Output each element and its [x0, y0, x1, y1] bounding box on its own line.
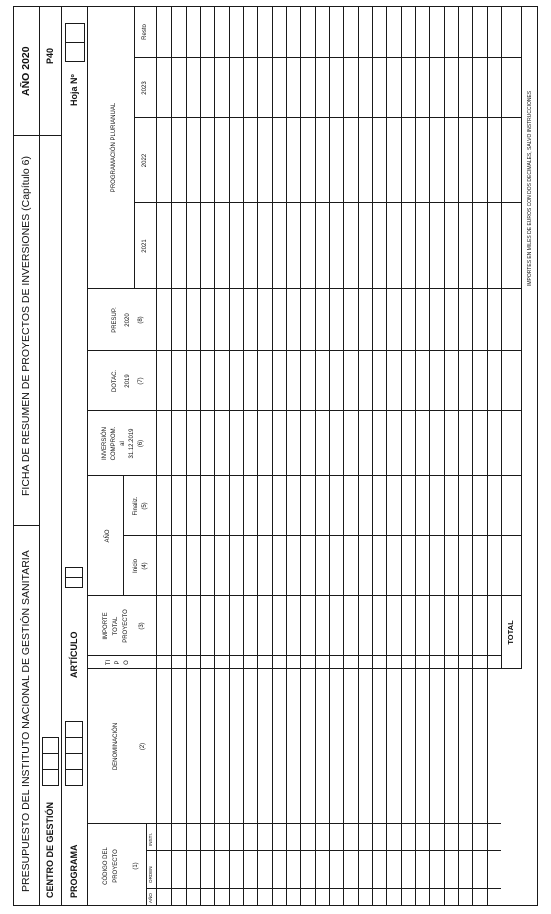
vline-2022-2023 — [134, 117, 521, 118]
vline-tipo-importe — [87, 655, 501, 656]
total-bottom-line — [521, 6, 522, 669]
header-top-line — [87, 6, 88, 906]
form-code: P40 — [45, 47, 55, 64]
resto-header: Resto — [142, 24, 148, 40]
table-row — [286, 6, 287, 906]
importe-line-1: IMPORTE — [103, 612, 109, 640]
table-row — [272, 6, 273, 906]
programa-box-4[interactable] — [65, 721, 83, 738]
presup-line-2: 2020 — [125, 313, 131, 327]
code-divider — [39, 135, 61, 136]
finaliz-number: (5) — [142, 502, 148, 510]
header-bottom-line — [156, 6, 157, 906]
centro-gestion-box-2[interactable] — [42, 753, 59, 770]
table-row — [171, 6, 172, 906]
presup-header — [109, 289, 148, 351]
table-row — [229, 6, 230, 906]
table-row — [429, 6, 430, 906]
centro-bottom-line — [61, 6, 62, 906]
codigo-sub-line — [146, 824, 147, 906]
title-divider-2 — [13, 135, 39, 136]
codigo-header-number: (1) — [133, 862, 139, 870]
inicio-number: (4) — [142, 562, 148, 570]
title-divider-1 — [13, 525, 39, 526]
table-row — [343, 6, 344, 906]
tipo-header — [105, 656, 132, 669]
codigo-sub-orden: ORDEN — [148, 866, 153, 883]
centro-gestion-box-1[interactable] — [42, 769, 59, 786]
inversion-line-3: al — [120, 441, 126, 446]
table-row — [214, 6, 215, 906]
codigo-header — [101, 831, 139, 901]
programa-box-1[interactable] — [65, 769, 83, 786]
programa-label: PROGRAMA — [69, 844, 79, 898]
footer-note: IMPORTES EN MILES DE EUROS CON DOS DECIMALES, SALVO INSTRUCCIONES — [527, 90, 533, 286]
vline-dotac-presup — [87, 350, 521, 351]
table-row — [200, 6, 201, 906]
inicio-label: Inicio — [133, 559, 139, 574]
importe-number: (3) — [139, 622, 145, 630]
inversion-line-1: INVERSIÓN — [102, 427, 108, 461]
vline-2021-2022 — [134, 202, 521, 203]
vline-inicio-finaliz — [123, 535, 521, 536]
inversion-line-2: COMPROM. — [111, 426, 117, 461]
total-top-line — [501, 6, 502, 669]
vline-presup-plurianual — [87, 288, 521, 289]
importe-header — [101, 596, 147, 656]
vline-2023-resto — [134, 57, 521, 58]
plurianual-sub-line — [134, 6, 135, 289]
form-title-middle: FICHA DE RESUMEN DE PROYECTOS DE INVERSIONES (Capítulo 6) — [20, 156, 32, 496]
finaliz-label: Finaliz. — [133, 496, 139, 516]
total-label: TOTAL — [506, 620, 515, 645]
form-year: AÑO 2020 — [20, 46, 32, 96]
programa-box-2[interactable] — [65, 753, 83, 770]
presup-line-1: PRESUP. — [112, 307, 118, 333]
vline-codigo-denom — [87, 823, 501, 824]
centro-gestion-box-3[interactable] — [42, 737, 59, 754]
dotac-line-2: 2019 — [125, 374, 131, 388]
table-row — [472, 6, 473, 906]
table-row — [444, 6, 445, 906]
finaliz-header — [132, 476, 150, 536]
form-border — [13, 6, 538, 906]
table-row — [243, 6, 244, 906]
table-row — [300, 6, 301, 906]
inversion-line-4: 31.12.2019 — [129, 428, 135, 459]
year-2022-header: 2022 — [142, 153, 148, 168]
denominacion-header: DENOMINACIÓN — [113, 722, 119, 771]
programa-box-3[interactable] — [65, 737, 83, 754]
sheet-number-label: Hoja Nº — [69, 74, 79, 106]
sheet-number-box-1[interactable] — [65, 42, 85, 62]
table-row — [257, 6, 258, 906]
vline-inversion-dotac — [87, 410, 521, 411]
inversion-number: (6) — [138, 439, 144, 448]
vline-finaliz-inversion — [87, 475, 521, 476]
importe-line-3: PROYECTO — [123, 609, 129, 643]
articulo-box-2[interactable] — [65, 567, 83, 578]
ano-group-header: AÑO — [105, 529, 111, 543]
title-bottom-line — [39, 6, 40, 906]
ano-group-sub-line — [123, 476, 124, 596]
codigo-sub-insti: INSTI. — [148, 832, 153, 846]
codigo-header-text: CÓDIGO DEL PROYECTO — [103, 847, 119, 885]
budget-form-sheet — [13, 6, 538, 906]
articulo-box-1[interactable] — [65, 577, 83, 588]
table-row — [415, 6, 416, 906]
table-row — [329, 6, 330, 906]
vline-denom-tipo — [87, 668, 501, 669]
year-2023-header: 2023 — [142, 81, 148, 95]
codigo-sub-ano: AÑO — [148, 893, 153, 903]
importe-line-2: TOTAL — [113, 616, 119, 636]
form-title-left: PRESUPUESTO DEL INSTITUTO NACIONAL DE GESTIÓN SANITARIA — [20, 550, 32, 892]
table-row — [372, 6, 373, 906]
dotac-number: (7) — [138, 377, 144, 385]
table-row — [487, 6, 488, 906]
table-row — [386, 6, 387, 906]
tipo-header-text: TIPO — [106, 659, 130, 666]
table-row — [358, 6, 359, 906]
dotac-header — [109, 351, 148, 411]
table-row — [186, 6, 187, 906]
table-row — [315, 6, 316, 906]
table-row — [401, 6, 402, 906]
year-2021-header: 2021 — [142, 239, 148, 253]
dotac-line-1: DOTAC. — [112, 369, 118, 393]
articulo-label: ARTÍCULO — [69, 631, 79, 678]
inversion-header — [101, 411, 146, 476]
centro-gestion-label: CENTRO DE GESTIÓN — [45, 801, 55, 898]
presup-number: (8) — [138, 316, 144, 324]
plurianual-header: PROGRAMACIÓN PLURIANUAL — [111, 102, 117, 193]
denominacion-number: (2) — [140, 742, 146, 751]
sheet-number-box-2[interactable] — [65, 23, 85, 43]
inicio-header — [132, 536, 150, 596]
vline-importe-ano — [87, 595, 521, 596]
table-row — [458, 6, 459, 906]
